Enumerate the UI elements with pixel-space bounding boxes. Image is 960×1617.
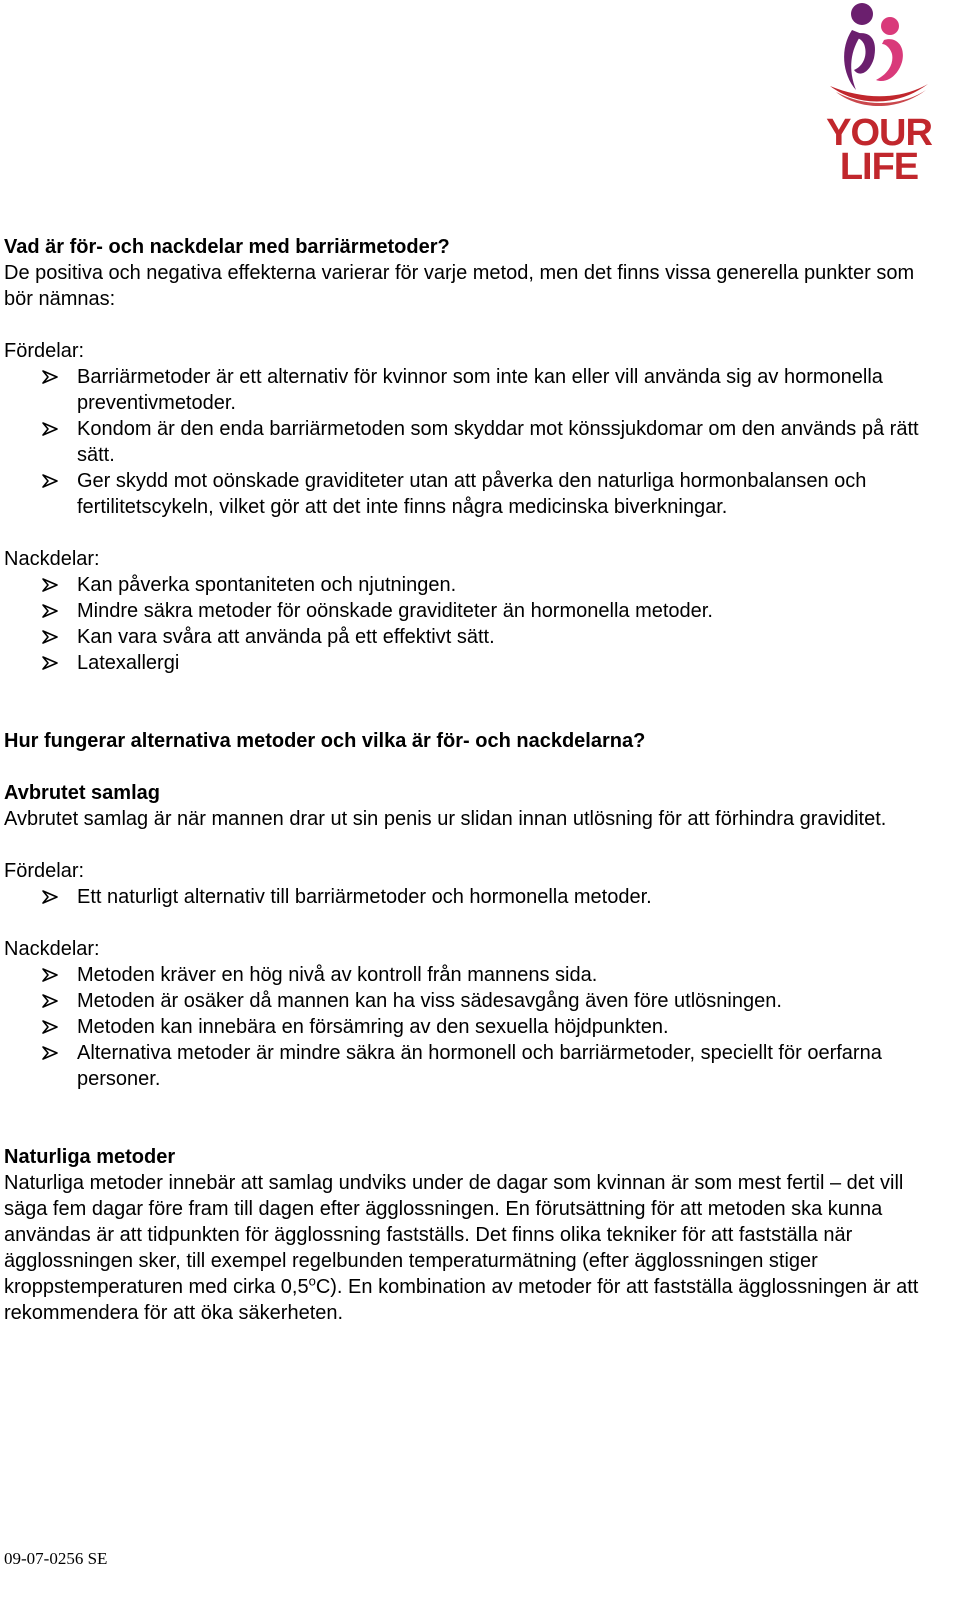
list-item: Latexallergi (77, 650, 934, 676)
arrow-bullet-icon (40, 416, 60, 442)
list-item: Mindre säkra metoder för oönskade graviditeter än hormonella metoder. (77, 598, 934, 624)
cons-label: Nackdelar: (4, 548, 100, 570)
arrow-bullet-icon (40, 572, 60, 598)
section-heading-barrier: Vad är för- och nackdelar med barriärmetoder? (4, 236, 450, 258)
list-item: Ett naturligt alternativ till barriärmetoder och hormonella metoder. (77, 884, 934, 910)
arrow-bullet-icon (40, 650, 60, 676)
logo-text-line2: LIFE (839, 146, 919, 188)
pros-list (4, 364, 934, 520)
list-item: Alternativa metoder är mindre säkra än hormonell och barriärmetoder, speciellt för oerfarna personer. (77, 1040, 934, 1092)
list-item: Metoden kan innebära en försämring av den sexuella höjdpunkten. (77, 1014, 934, 1040)
arrow-bullet-icon (40, 988, 60, 1014)
pros-label: Fördelar: (4, 860, 85, 882)
your-life-logo (826, 0, 932, 190)
arrow-bullet-icon (40, 624, 60, 650)
pros-label: Fördelar: (4, 340, 85, 362)
section-intro-barrier: De positiva och negativa effekterna varierar för varje metod, men det finns vissa generella punkter som bör nämnas: (4, 262, 915, 310)
list-item: Ger skydd mot oönskade graviditeter utan att påverka den naturliga hormonbalansen och fertilitetscykeln, vilket gör att det inte finns några medicinska biverkningar. (77, 468, 934, 520)
document-body (4, 234, 934, 1326)
document-code-footer: 09-07-0256 SE (4, 1549, 108, 1568)
arrow-bullet-icon (40, 364, 60, 390)
logo-figure-icon (826, 0, 932, 118)
list-item: Metoden är osäker då mannen kan ha viss sädesavgång även före utlösningen. (77, 988, 934, 1014)
list-item: Metoden kräver en hög nivå av kontroll från mannens sida. (77, 962, 934, 988)
arrow-bullet-icon (40, 598, 60, 624)
list-item: Kondom är den enda barriärmetoden som skyddar mot könssjukdomar om den används på rätt sätt. (77, 416, 934, 468)
withdrawal-intro: Avbrutet samlag är när mannen drar ut sin penis ur slidan innan utlösning för att förhindra graviditet. (4, 808, 887, 830)
pros-list (4, 884, 934, 910)
arrow-bullet-icon (40, 468, 60, 494)
natural-methods-body: Naturliga metoder innebär att samlag undviks under de dagar som kvinnan är som mest fertil – det vill säga fem dagar före fram till dagen efter ägglossningen. En förutsättning för att metoden ska kunna användas är att tidpunkten för ägglossning fastställs. Det finns olika tekniker för att fastställa när ägglossningen sker, till exempel regelbunden temperaturmätning (efter ägglossningen stiger kroppstemperaturen med cirka 0,5$^o$C). En kombination av metoder för att fastställa ägglossningen är att rekommendera för att öka säkerheten. (4, 1172, 919, 1324)
arrow-bullet-icon (40, 884, 60, 910)
cons-label: Nackdelar: (4, 938, 100, 960)
logo-text-line1: YOUR (826, 112, 932, 154)
cons-list (4, 572, 934, 676)
arrow-bullet-icon (40, 1014, 60, 1040)
arrow-bullet-icon (40, 1040, 60, 1066)
arrow-bullet-icon (40, 962, 60, 988)
cons-list (4, 962, 934, 1092)
list-item: Kan påverka spontaniteten och njutningen. (77, 572, 934, 598)
list-item: Kan vara svåra att använda på ett effektivt sätt. (77, 624, 934, 650)
subheading-natural-methods: Naturliga metoder (4, 1146, 176, 1168)
list-item: Barriärmetoder är ett alternativ för kvinnor som inte kan eller vill använda sig av hormonella preventivmetoder. (77, 364, 934, 416)
section-heading-alternatives: Hur fungerar alternativa metoder och vilka är för- och nackdelarna? (4, 730, 646, 752)
subheading-withdrawal: Avbrutet samlag (4, 782, 160, 804)
